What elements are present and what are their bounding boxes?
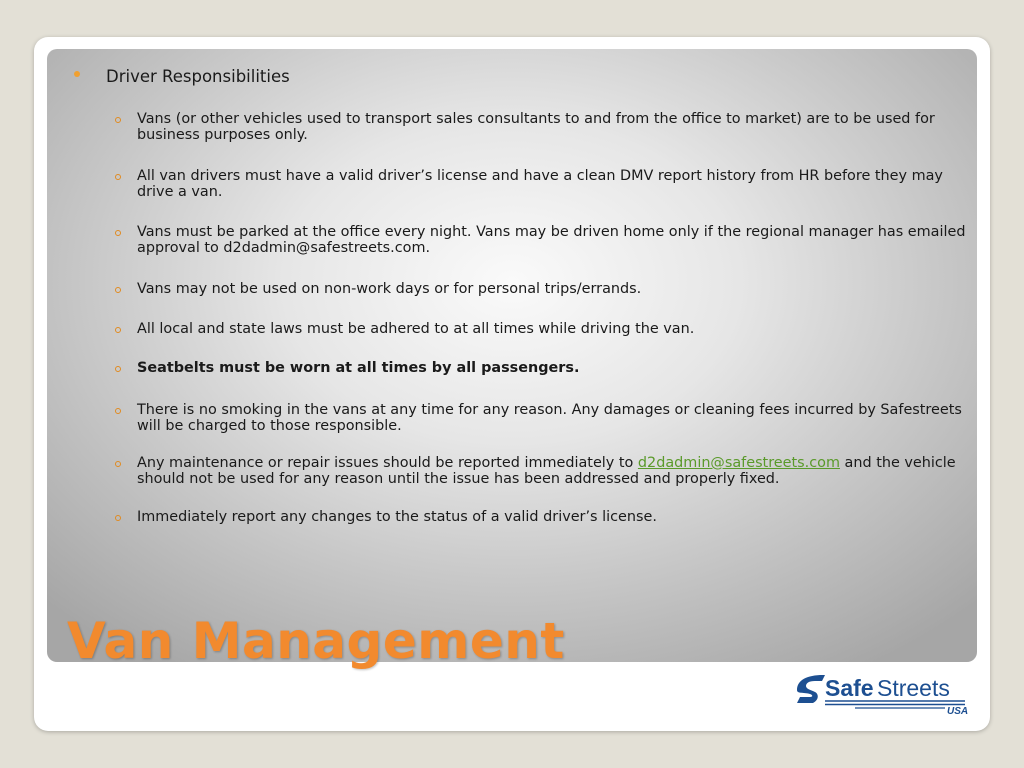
circle-bullet-icon [115, 230, 121, 236]
list-item [137, 510, 967, 526]
list-item-text: Vans may not be used on non-work days or for personal trips/errands. [137, 281, 642, 297]
list-item-text: Immediately report any changes to the status of a valid driver’s license. [137, 509, 657, 525]
circle-bullet-icon [115, 408, 121, 414]
list-item [137, 322, 967, 338]
list-item-text: There is no smoking in the vans at any time for any reason. Any damages or cleaning fees incurred by Safestreets will be charged to those responsible. [137, 402, 962, 434]
list-item [137, 225, 967, 256]
circle-bullet-icon [115, 366, 121, 372]
list-item-text: Any maintenance or repair issues should be reported immediately to [137, 455, 638, 471]
list-item [137, 282, 967, 298]
logo-safe-text: Safe [825, 675, 874, 701]
list-item-text-continued: and the vehicle should not be used for any reason until the issue has been addressed and properly fixed. [137, 455, 956, 487]
list-item [137, 361, 967, 377]
logo-streets-text: Streets [877, 675, 950, 701]
sub-bullet-list [47, 49, 977, 662]
list-item [137, 112, 967, 143]
circle-bullet-icon [115, 461, 121, 467]
circle-bullet-icon [115, 327, 121, 333]
safestreets-logo [795, 672, 975, 717]
list-item-text: Vans (or other vehicles used to transport sales consultants to and from the office to market) are to be used for business purposes only. [137, 111, 935, 143]
list-item-text: All van drivers must have a valid driver’s license and have a clean DMV report history from HR before they may drive a van. [137, 168, 943, 200]
list-item [137, 169, 967, 200]
list-item-text: Vans must be parked at the office every night. Vans may be driven home only if the regional manager has emailed approval to d2dadmin@safestreets.com. [137, 224, 966, 256]
email-link[interactable]: d2dadmin@safestreets.com [637, 455, 840, 471]
list-item [137, 456, 967, 487]
circle-bullet-icon [115, 287, 121, 293]
content-panel [47, 49, 977, 662]
circle-bullet-icon [115, 174, 121, 180]
heading-text: Driver Responsibilities [106, 67, 290, 86]
slide-title: Van Management [67, 612, 565, 670]
list-item [137, 403, 967, 434]
list-item-text: All local and state laws must be adhered to at all times while driving the van. [137, 321, 695, 337]
circle-bullet-icon [115, 515, 121, 521]
circle-bullet-icon [115, 117, 121, 123]
logo-usa-text: USA [947, 706, 969, 717]
logo-emblem-icon [797, 675, 825, 703]
list-item-text-bold: Seatbelts must be worn at all times by all passengers. [137, 360, 580, 376]
